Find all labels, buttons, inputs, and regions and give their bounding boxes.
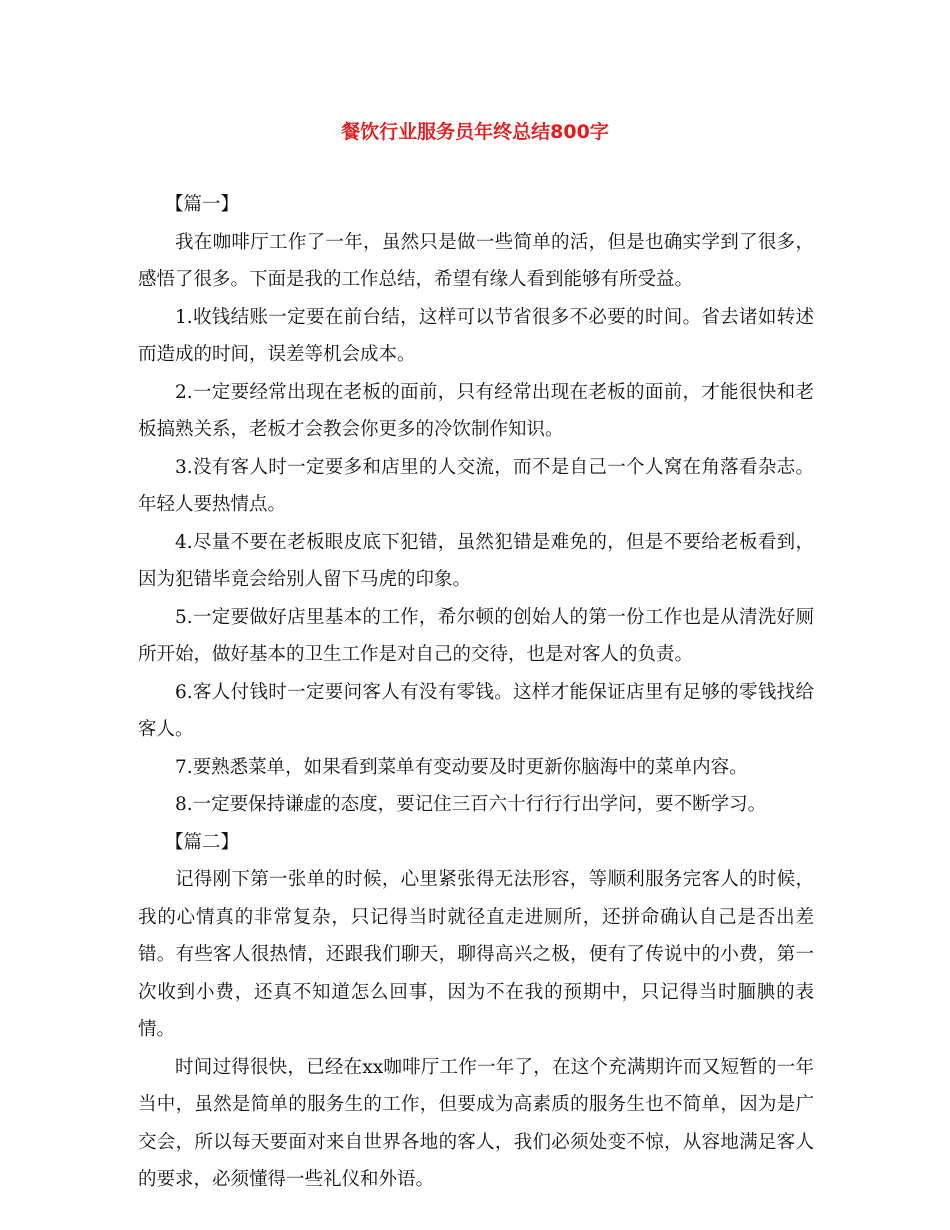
- list-item: 6.客人付钱时一定要问客人有没有零钱。这样才能保证店里有足够的零钱找给客人。: [138, 681, 814, 740]
- list-item: 3.没有客人时一定要多和店里的人交流，而不是自己一个人窝在角落看杂志。年轻人要热情点。: [138, 456, 814, 515]
- paragraph: 时间过得很快，已经在xx咖啡厅工作一年了，在这个充满期许而又短暂的一年当中，虽然是简单的服务生的工作，但要成为高素质的服务生也不简单，因为是广交会，所以每天要面对来自世界各地的客人，我们必须处变不惊，从容地满足客人的要求，必须懂得一些礼仪和外语。: [138, 1056, 814, 1190]
- section-heading: 【篇二】: [165, 831, 240, 853]
- list-item: 4.尽量不要在老板眼皮底下犯错，虽然犯错是难免的，但是不要给老板看到，因为犯错毕竟会给别人留下马虎的印象。: [138, 531, 814, 590]
- list-item: 8.一定要保持谦虚的态度，要记住三百六十行行行出学问，要不断学习。: [175, 794, 767, 815]
- list-item: 5.一定要做好店里基本的工作，希尔顿的创始人的第一份工作也是从清洗好厕所开始，做好基本的卫生工作是对自己的交待，也是对客人的负责。: [138, 606, 814, 665]
- document-body: [138, 186, 814, 1199]
- paragraph: 我在咖啡厅工作了一年，虽然只是做一些简单的活，但是也确实学到了很多，感悟了很多。下面是我的工作总结，希望有缘人看到能够有所受益。: [138, 231, 814, 290]
- paragraph: 记得刚下第一张单的时候，心里紧张得无法形容，等顺利服务完客人的时候，我的心情真的非常复杂，只记得当时就径直走进厕所，还拼命确认自己是否出差错。有些客人很热情，还跟我们聊天，聊得高兴之极，便有了传说中的小费，第一次收到小费，还真不知道怎么回事，因为不在我的预期中，只记得当时腼腆的表情。: [138, 869, 814, 1040]
- document-title: 餐饮行业服务员年终总结800字: [341, 121, 609, 143]
- section-heading: 【篇一】: [165, 194, 240, 215]
- list-item: 7.要熟悉菜单，如果看到菜单有变动要及时更新你脑海中的菜单内容。: [175, 756, 748, 778]
- list-item: 2.一定要经常出现在老板的面前，只有经常出现在老板的面前，才能很快和老板搞熟关系，老板才会教会你更多的冷饮制作知识。: [138, 381, 814, 440]
- list-item: 1.收钱结账一定要在前台结，这样可以节省很多不必要的时间。省去诸如转述而造成的时间，误差等机会成本。: [138, 306, 814, 365]
